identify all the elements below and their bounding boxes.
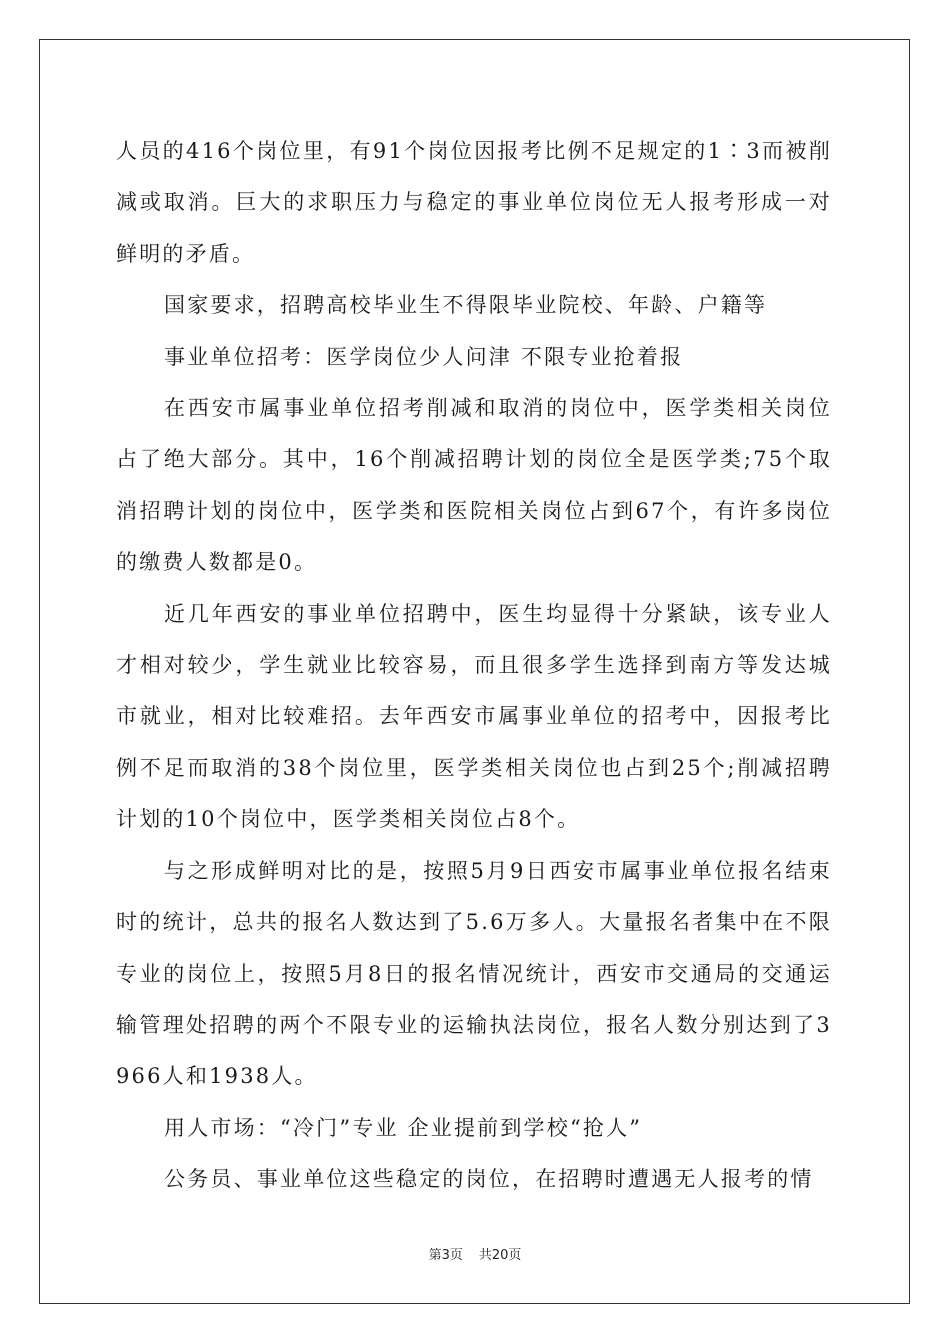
section-heading: 用人市场：“冷门”专业 企业提前到学校“抢人”	[164, 1115, 643, 1140]
paragraph: 在西安市属事业单位招考削减和取消的岗位中，医学类相关岗位占了绝大部分。其中，16个削减招聘计划的岗位全是医学类;75个取消招聘计划的岗位中，医学类和医院相关岗位占到67个，有许多岗位的缴费人数都是0。	[116, 396, 832, 575]
page-number: 第3页	[428, 1248, 463, 1263]
section-heading: 事业单位招考：医学岗位少人问津 不限专业抢着报	[164, 344, 684, 369]
paragraph: 国家要求，招聘高校毕业生不得限毕业院校、年龄、户籍等	[164, 293, 768, 318]
paragraph: 人员的416个岗位里，有91个岗位因报考比例不足规定的1∶3而被削减或取消。巨大的求职压力与稳定的事业单位岗位无人报考形成一对鲜明的矛盾。	[116, 139, 832, 266]
page-footer	[0, 1244, 950, 1263]
paragraph: 与之形成鲜明对比的是，按照5月9日西安市属事业单位报名结束时的统计，总共的报名人数达到了5.6万多人。大量报名者集中在不限专业的岗位上，按照5月8日的报名情况统计，西安市交通局的交通运输管理处招聘的两个不限专业的运输执法岗位，报名人数分别达到了3966人和1938人。	[116, 858, 832, 1089]
paragraph: 公务员、事业单位这些稳定的岗位，在招聘时遭遇无人报考的情	[164, 1167, 814, 1192]
document-body	[116, 126, 832, 1206]
paragraph: 近几年西安的事业单位招聘中，医生均显得十分紧缺，该专业人才相对较少，学生就业比较容易，而且很多学生选择到南方等发达城市就业，相对比较难招。去年西安市属事业单位的招考中，因报考比例不足而取消的38个岗位里，医学类相关岗位也占到25个;削减招聘计划的10个岗位中，医学类相关岗位占8个。	[116, 601, 832, 832]
page-total: 共20页	[478, 1248, 522, 1263]
